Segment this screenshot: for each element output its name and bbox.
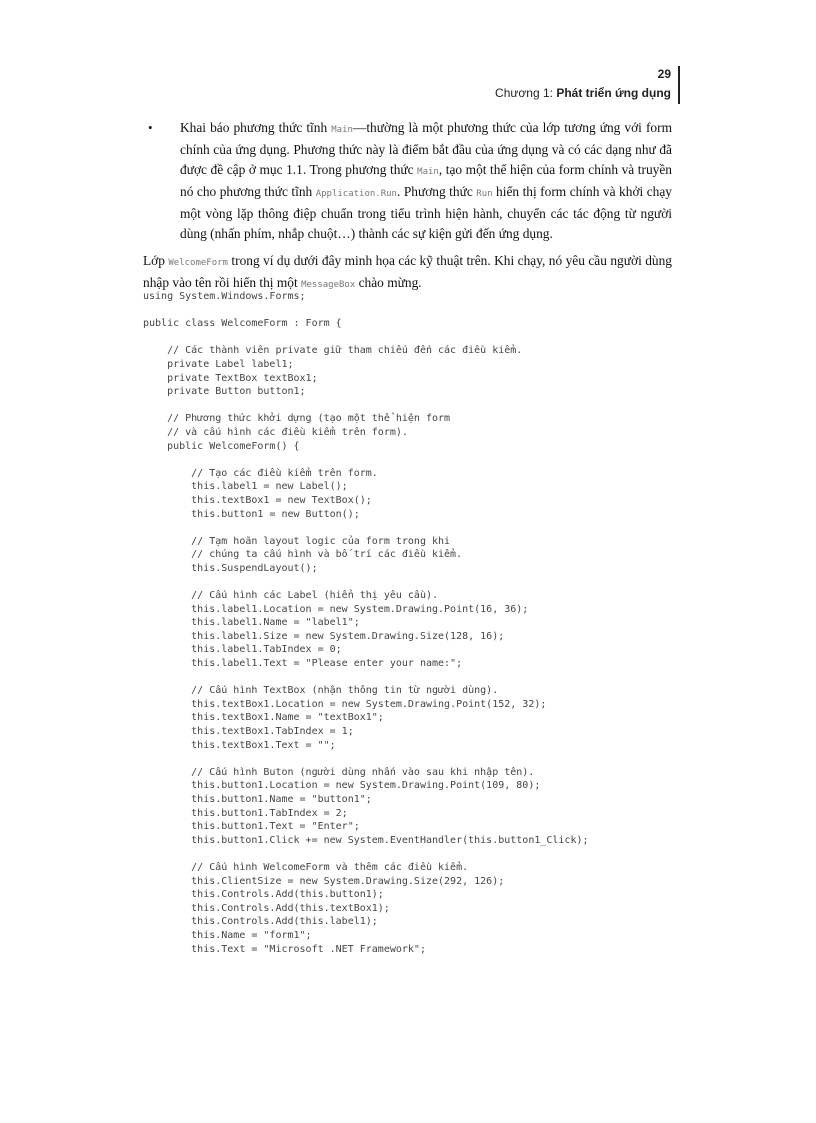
inline-code: WelcomeForm bbox=[168, 258, 228, 268]
code-line: this.label1.Location = new System.Drawing.Point(16, 36); bbox=[143, 603, 529, 615]
text-run: . Phương thức bbox=[396, 184, 477, 199]
code-line: // chúng ta cấu hình và bố trí các điều kiểm. bbox=[143, 549, 463, 561]
code-line: // Cấu hình Buton (người dùng nhấn vào sau khi nhập tên). bbox=[143, 766, 535, 778]
intro-paragraph bbox=[143, 251, 672, 295]
code-line: this.label1.Size = new System.Drawing.Size(128, 16); bbox=[143, 630, 505, 642]
code-line: // và cấu hình các điều kiểm trên form). bbox=[143, 426, 408, 438]
inline-code: MessageBox bbox=[301, 280, 356, 290]
code-line: // Cấu hình TextBox (nhận thông tin từ người dùng). bbox=[143, 685, 499, 697]
inline-code: Main bbox=[331, 125, 353, 135]
text-run: chào mừng. bbox=[355, 275, 422, 290]
code-line: this.Controls.Add(this.button1); bbox=[143, 889, 384, 901]
code-line: this.Text = "Microsoft .NET Framework"; bbox=[143, 943, 426, 955]
code-line: // Tạo các điều kiểm trên form. bbox=[143, 467, 378, 479]
bullet-icon: • bbox=[148, 120, 153, 135]
code-line: this.textBox1.Location = new System.Drawing.Point(152, 32); bbox=[143, 698, 547, 710]
code-line: this.label1 = new Label(); bbox=[143, 481, 348, 493]
header-divider bbox=[678, 66, 680, 104]
bullet-paragraph bbox=[180, 118, 672, 244]
code-line: this.textBox1.TabIndex = 1; bbox=[143, 726, 354, 737]
chapter-title: Phát triển ứng dụng bbox=[556, 86, 671, 100]
bullet-item bbox=[150, 118, 672, 244]
code-line: // Cấu hình WelcomeForm và thêm các điều kiểm. bbox=[143, 861, 469, 873]
code-line: this.textBox1.Name = "textBox1"; bbox=[143, 712, 384, 724]
code-line: this.label1.TabIndex = 0; bbox=[143, 644, 342, 656]
code-line: this.button1.Text = "Enter"; bbox=[143, 821, 360, 833]
inline-code: Run bbox=[476, 189, 493, 199]
running-header bbox=[495, 66, 671, 104]
code-line: public WelcomeForm() { bbox=[143, 440, 300, 452]
code-line: this.label1.Text = "Please enter your name:"; bbox=[143, 658, 463, 670]
code-line: this.textBox1 = new TextBox(); bbox=[143, 494, 372, 506]
chapter-prefix: Chương 1: bbox=[495, 86, 557, 100]
code-line: private Label label1; bbox=[143, 358, 294, 370]
text-run: Khai báo phương thức tĩnh bbox=[180, 120, 332, 135]
text-run: Lớp bbox=[143, 253, 169, 268]
code-line: // Cấu hình các Label (hiển thị yêu cầu). bbox=[143, 590, 439, 602]
code-line: this.ClientSize = new System.Drawing.Size(292, 126); bbox=[143, 875, 505, 887]
code-line: this.Name = "form1"; bbox=[143, 929, 312, 941]
code-line: public class WelcomeForm : Form { bbox=[143, 318, 342, 330]
code-line: this.Controls.Add(this.textBox1); bbox=[143, 902, 390, 914]
code-line: this.label1.Name = "label1"; bbox=[143, 617, 360, 629]
text-run: hiển thị form chính và khởi chạy một vòng lặp thông điệp chuẩn trong tiểu trình hiện hành, chuyển các tác động từ người dùng (nhấn phím, nhắp chuột…) thành các sự kiện gửi đến ứng dụng. bbox=[180, 184, 672, 241]
chapter-heading bbox=[495, 82, 671, 104]
code-line: // Các thành viên private giữ tham chiếu đến các điều kiểm. bbox=[143, 345, 523, 357]
code-line: this.button1.TabIndex = 2; bbox=[143, 807, 348, 819]
code-line: this.Controls.Add(this.label1); bbox=[143, 916, 378, 928]
code-line: // Tạm hoãn layout logic của form trong khi bbox=[143, 535, 451, 547]
code-line: using System.Windows.Forms; bbox=[143, 291, 306, 302]
page-number: 29 bbox=[657, 67, 671, 81]
code-line: private Button button1; bbox=[143, 386, 306, 398]
text-run: —thường là một phương thức của lớp tương ứng với form chính của ứng dụng. Phương thức này là điểm bắt đầu của ứng dụng và có các dạng như đã được đề cập ở mục 1.1. Trong phương thức bbox=[180, 120, 672, 177]
code-line: this.button1.Name = "button1"; bbox=[143, 793, 372, 805]
text-run: trong ví dụ dưới đây minh họa các kỹ thuật trên. Khi chạy, nó yêu cầu người dùng nhập vào tên rồi hiển thị một bbox=[143, 253, 672, 290]
code-line: this.button1 = new Button(); bbox=[143, 508, 360, 520]
inline-code: Application.Run bbox=[315, 189, 397, 199]
code-line: this.textBox1.Text = ""; bbox=[143, 739, 336, 751]
text-run: , tạo một thể hiện của form chính và truyền nó cho phương thức tĩnh bbox=[180, 162, 672, 199]
inline-code: Main bbox=[417, 167, 439, 177]
code-line: private TextBox textBox1; bbox=[143, 372, 318, 384]
code-line: // Phương thức khởi dựng (tạo một thể hiện form bbox=[143, 413, 451, 425]
code-line: this.button1.Location = new System.Drawing.Point(109, 80); bbox=[143, 780, 541, 792]
code-line: this.button1.Click += new System.EventHandler(this.button1_Click); bbox=[143, 834, 589, 846]
code-listing bbox=[143, 290, 589, 956]
code-line: this.SuspendLayout(); bbox=[143, 562, 318, 574]
